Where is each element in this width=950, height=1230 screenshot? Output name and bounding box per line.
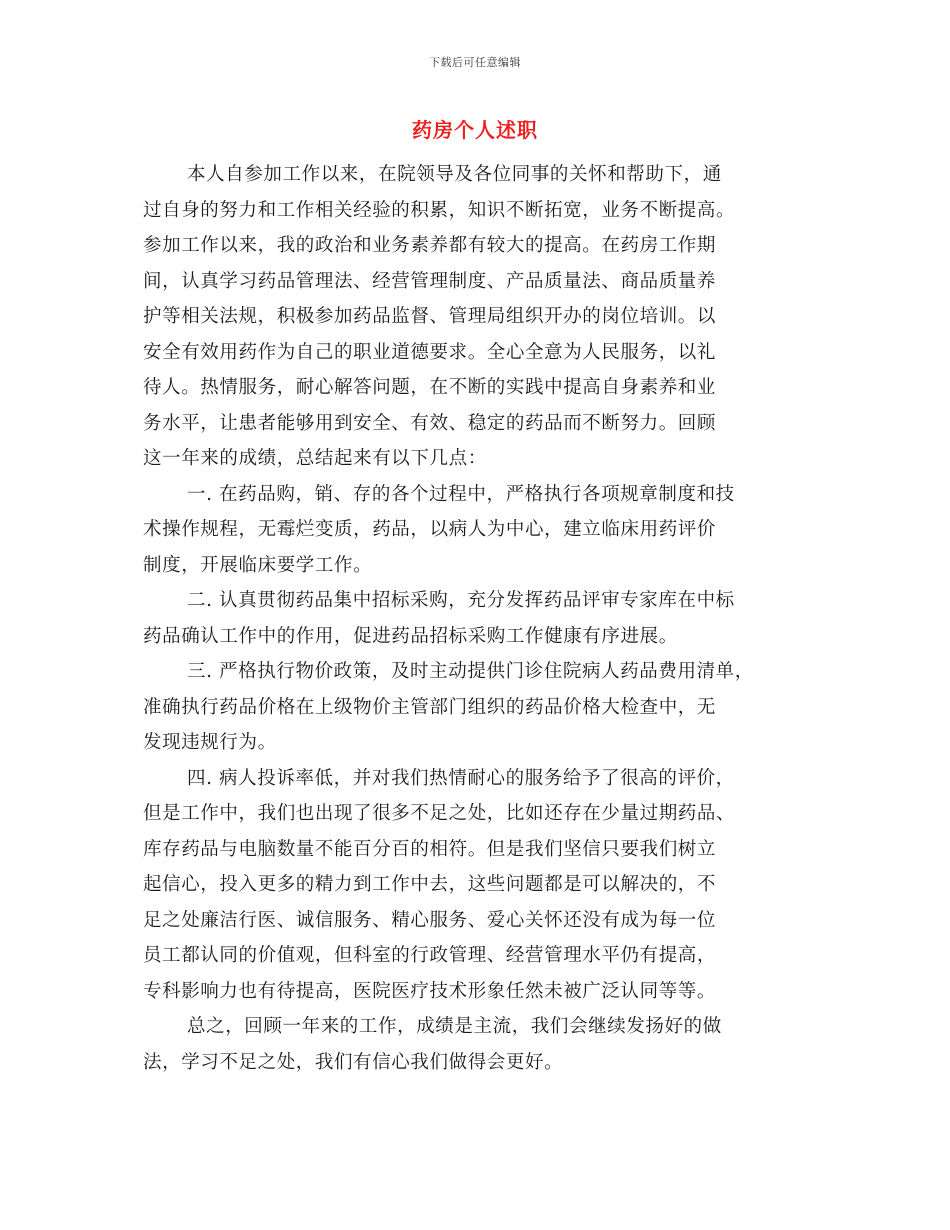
paragraph-line: 四. 病人投诉率低，并对我们热情耐心的服务给予了很高的评价， <box>187 767 735 789</box>
paragraph-line: 护等相关法规，积极参加药品监督、管理局组织开办的岗位培训。以 <box>143 306 717 327</box>
document-body <box>143 157 813 1080</box>
paragraph-line: 法，学习不足之处，我们有信心我们做得会更好。 <box>143 1051 564 1073</box>
paragraph-line: 专科影响力也有待提高，医院医疗技术形象任然未被广泛认同等等。 <box>143 980 717 1002</box>
paragraph-line: 员工都认同的价值观，但科室的行政管理、经营管理水平仍有提高， <box>143 945 717 966</box>
paragraph-line: 过自身的努力和工作相关经验的积累，知识不断拓宽，业务不断提高。 <box>143 199 736 221</box>
paragraph-line: 术操作规程，无霉烂变质，药品，以病人为中心，建立临床用药评价 <box>143 519 717 540</box>
page-title: 药房个人述职 <box>412 118 538 142</box>
paragraph-line: 务水平，让患者能够用到安全、有效、稳定的药品而不断努力。回顾 <box>143 412 717 434</box>
paragraph-line: 足之处廉洁行医、诚信服务、精心服务、爱心关怀还没有成为每一位 <box>143 909 717 931</box>
paragraph-line: 一. 在药品购，销、存的各个过程中，严格执行各项规章制度和技 <box>187 483 735 505</box>
paragraph-line: 安全有效用药作为自己的职业道德要求。全心全意为人民服务，以礼 <box>143 341 717 363</box>
paragraph-line: 间，认真学习药品管理法、经营管理制度、产品质量法、商品质量养 <box>143 270 717 292</box>
paragraph-line: 三. 严格执行物价政策，及时主动提供门诊住院病人药品费用清单， <box>187 661 754 682</box>
paragraph-line: 总之，回顾一年来的工作，成绩是主流，我们会继续发扬好的做 <box>187 1016 722 1037</box>
paragraph-line: 参加工作以来，我的政治和业务素养都有较大的提高。在药房工作期 <box>143 235 717 256</box>
paragraph-line: 待人。热情服务，耐心解答问题，在不断的实践中提高自身素养和业 <box>143 377 717 398</box>
paragraph-line: 库存药品与电脑数量不能百分百的相符。但是我们坚信只要我们树立 <box>143 838 717 860</box>
paragraph-line: 本人自参加工作以来，在院领导及各位同事的关怀和帮助下，通 <box>187 164 722 185</box>
paragraph-line: 二. 认真贯彻药品集中招标采购，充分发挥药品评审专家库在中标 <box>187 590 735 611</box>
paragraph-line: 起信心，投入更多的精力到工作中去，这些问题都是可以解决的，不 <box>143 874 717 895</box>
paragraph-line: 药品确认工作中的作用，促进药品招标采购工作健康有序进展。 <box>143 625 678 647</box>
paragraph-line: 这一年来的成绩，总结起来有以下几点： <box>143 448 487 469</box>
paragraph-line: 但是工作中，我们也出现了很多不足之处，比如还存在少量过期药品、 <box>143 803 736 824</box>
header-note: 下载后可任意编辑 <box>429 56 521 69</box>
paragraph-line: 制度，开展临床要学工作。 <box>143 554 373 576</box>
paragraph-line: 准确执行药品价格在上级物价主管部门组织的药品价格大检查中，无 <box>143 696 717 718</box>
paragraph-line: 发现违规行为。 <box>143 732 277 753</box>
